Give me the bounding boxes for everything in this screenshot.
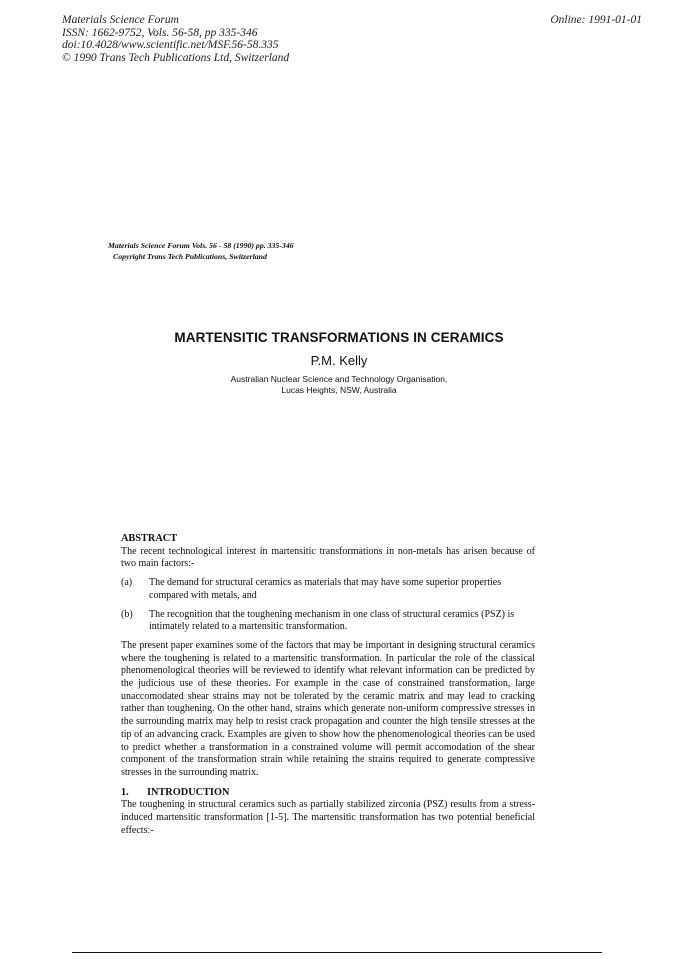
copyright-line: © 1990 Trans Tech Publications Ltd, Switzerland — [62, 51, 290, 64]
article-body — [121, 533, 535, 837]
citation-block — [108, 240, 294, 262]
introduction-text: The toughening in structural ceramics such as partially stabilized zirconia (PSZ) results from a stress-induced martensitic transformation [1-5]. The martensitic transformation has two potential beneficial effects:- — [121, 799, 535, 836]
affiliation-line: Lucas Heights, NSW, Australia — [281, 385, 397, 395]
author-affiliation — [0, 374, 678, 396]
section-title: INTRODUCTION — [147, 786, 230, 798]
citation-line: Materials Science Forum Vols. 56 - 58 (1990) pp. 335-346 — [108, 241, 294, 250]
abstract-heading: ABSTRACT — [121, 533, 178, 544]
list-item-text: The recognition that the toughening mechanism in one class of structural ceramics (PSZ) is intimately related to a martensitic transformation. — [149, 608, 515, 633]
abstract-list — [121, 577, 535, 634]
list-item — [121, 609, 535, 634]
footer-rule — [72, 952, 602, 953]
section-number: 1. — [121, 786, 129, 798]
list-item-text: The demand for structural ceramics as materials that may have some superior properties compared with metals, and — [149, 577, 502, 601]
abstract-intro: The recent technological interest in martensitic transformations in non-metals has arisen because of two main factors:- — [121, 545, 535, 570]
journal-name: Materials Science Forum — [62, 14, 179, 26]
paper-title: MARTENSITIC TRANSFORMATIONS IN CERAMICS — [174, 330, 504, 345]
journal-metadata — [62, 14, 289, 64]
doi-link[interactable]: doi:10.4028/www.scientific.net/MSF.56-58.335 — [62, 39, 279, 51]
list-item-label: (b) — [121, 608, 133, 620]
author-name: P.M. Kelly — [310, 353, 368, 368]
citation-copyright: Copyright Trans Tech Publications, Switzerland — [113, 252, 267, 261]
introduction-heading — [121, 787, 535, 800]
online-date: Online: 1991-01-01 — [550, 14, 642, 26]
issn-line: ISSN: 1662-9752, Vols. 56-58, pp 335-346 — [62, 26, 258, 39]
affiliation-line: Australian Nuclear Science and Technology Organisation, — [230, 374, 448, 384]
list-item — [121, 577, 535, 602]
list-item-label: (a) — [121, 577, 133, 589]
abstract-body: The present paper examines some of the factors that may be important in designing structural ceramics where the toughening is related to a martensitic transformation. In particular the role of the classical phenomenological theories will be reviewed to identify what relevant information can be predicted by the judicious use of these theories. For example in the case of constrained transformation, large unaccomodated shear strains may not be tolerated by the ceramic matrix and may lead to cracking rather than toughening. On the other hand, strains which generate non-uniform compressive stresses in the surrounding matrix may help to resist crack propagation and counter the high tensile stresses at the tip of an advancing crack. Examples are given to show how the phenomenological theories can be used to predict whether a transformation in a constrained volume will permit accomodation of the shear component of the transformation strain while retaining the strains required to generate compressive stresses in the surrounding matrix. — [121, 639, 535, 778]
